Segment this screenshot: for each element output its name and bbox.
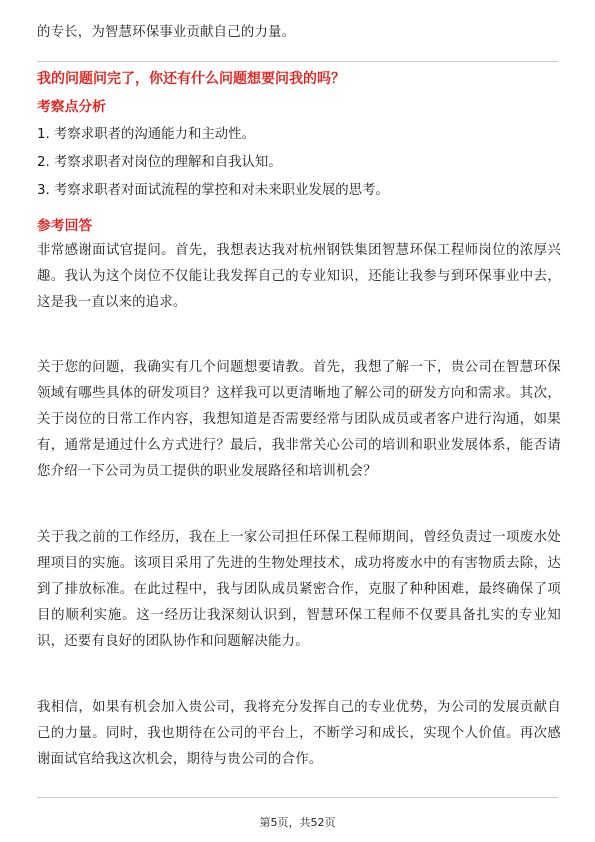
answer-paragraph: 关于我之前的工作经历，我在上一家公司担任环保工程师期间，曾经负责过一项废水处理项目的实施。该项目采用了先进的生物处理技术，成功将废水中的有害物质去除，达到了排放标准。在此过程中，我与团队成员紧密合作，克服了种种困难，最终确保了项目的顺利实施。这一经历让我深刻认识到，智慧环保工程师不仅要具备扎实的专业知识，还要有良好的团队协作和问题解决能力。 <box>37 530 561 649</box>
answer-paragraph: 我相信，如果有机会加入贵公司，我将充分发挥自己的专业优势，为公司的发展贡献自己的力量。同时，我也期待在公司的平台上，不断学习和成长，实现个人价值。再次感谢面试官给我这次机会，期待与贵公司的合作。 <box>37 700 561 767</box>
interview-question: 我的问题问完了，你还有什么问题想要问我的吗？ <box>37 71 345 87</box>
analysis-item: 3. 考察求职者对面试流程的掌控和对未来职业发展的思考。 <box>37 183 389 198</box>
analysis-item: 2. 考察求职者对岗位的理解和自我认知。 <box>37 155 282 170</box>
analysis-item: 1. 考察求职者的沟通能力和主动性。 <box>37 127 255 142</box>
page-number: 第5页，共52页 <box>259 816 336 829</box>
answer-paragraph: 非常感谢面试官提问。首先，我想表达我对杭州钢铁集团智慧环保工程师岗位的浓厚兴趣。我认为这个岗位不仅能让我发挥自己的专业知识，还能让我参与到环保事业中去，这是我一直以来的追求。 <box>37 243 561 310</box>
bottom-divider <box>37 797 558 798</box>
intro-text: 的专长，为智慧环保事业贡献自己的力量。 <box>37 25 296 40</box>
top-divider <box>37 61 558 62</box>
analysis-heading: 考察点分析 <box>37 99 106 115</box>
reference-answer-heading: 参考回答 <box>37 218 93 234</box>
answer-paragraph: 关于您的问题，我确实有几个问题想要请教。首先，我想了解一下，贵公司在智慧环保领域有哪些具体的研发项目？这样我可以更清晰地了解公司的研发方向和需求。其次，关于岗位的日常工作内容，我想知道是否需要经常与团队成员或者客户进行沟通，如果有，通常是通过什么方式进行？最后，我非常关心公司的培训和职业发展体系，能否请您介绍一下公司为员工提供的职业发展路径和培训机会？ <box>37 360 561 479</box>
